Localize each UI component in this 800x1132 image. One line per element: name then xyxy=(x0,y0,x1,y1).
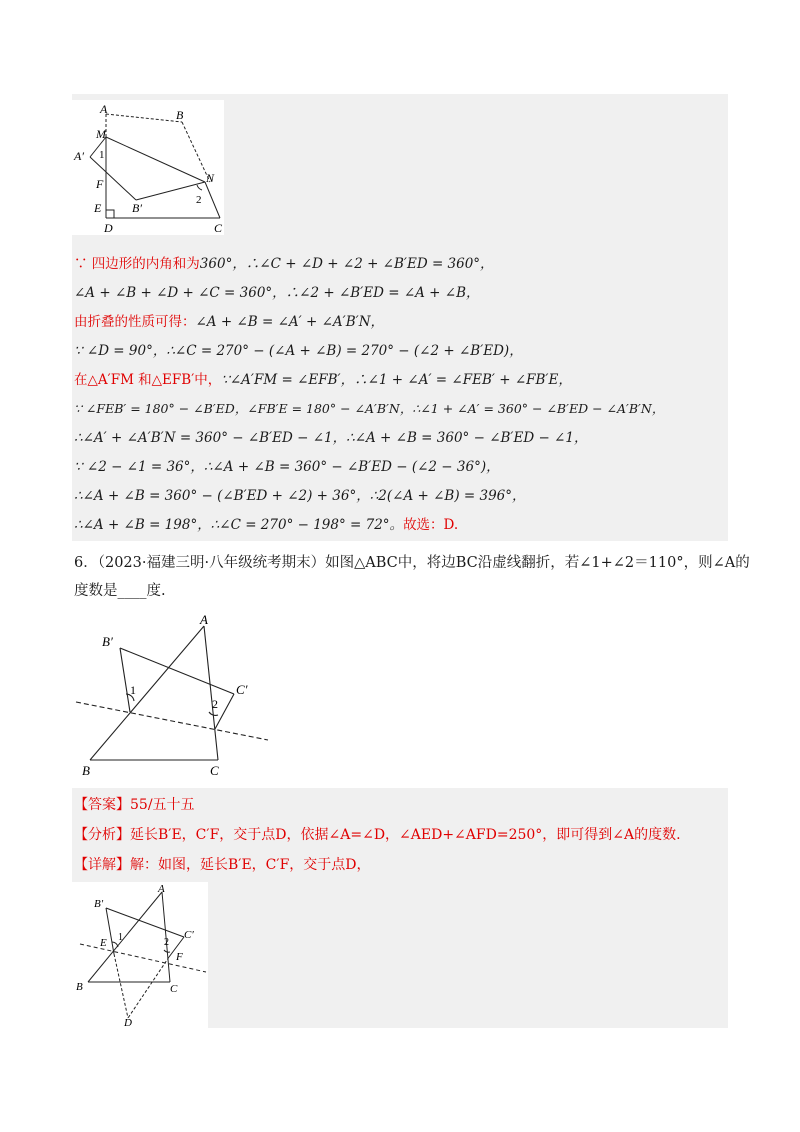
label-A: A xyxy=(100,102,108,116)
solution-line-3: 由折叠的性质可得：∠A + ∠B = ∠A′ + ∠A′B′N， xyxy=(74,314,385,330)
analysis-text: 延长B′E，C′F，交于点D，依据∠A=∠D，∠AED+∠AFD=250°，即可得到∠A的度数. xyxy=(130,827,681,843)
label-B: B xyxy=(76,981,83,993)
detail-tag: 【详解】 xyxy=(74,857,130,873)
label-A-prime: A′ xyxy=(74,149,84,163)
figure-triangle-fold xyxy=(74,612,274,782)
analysis-line xyxy=(74,826,681,844)
label-B: B xyxy=(82,763,90,778)
label-C: C xyxy=(170,983,178,995)
label-A: A xyxy=(158,883,165,895)
figure-extended-lines xyxy=(72,882,208,1028)
label-F: F xyxy=(176,951,183,963)
label-D: D xyxy=(124,1017,132,1028)
solution-line-2: ∠A + ∠B + ∠D + ∠C = 360°，∴∠2 + ∠B′ED = ∠A + ∠B， xyxy=(74,285,480,301)
solution-line-6: ∵ ∠FEB′ = 180° − ∠B′ED，∠FB′E = 180° − ∠A′B′N，∴∠1 + ∠A′ = 360° − ∠B′ED − ∠A′B′N， xyxy=(74,401,665,416)
label-C: C xyxy=(210,763,219,778)
question-6-line-2: 度数是____度. xyxy=(74,583,166,599)
label-angle-1: 1 xyxy=(99,149,105,161)
solution-line-10: ∴∠A + ∠B = 198°，∴∠C = 270° − 198° = 72°。故选：D. xyxy=(74,517,459,533)
detail-text: 解：如图，延长B′E，C′F，交于点D， xyxy=(130,857,371,873)
solution-line-4: ∵ ∠D = 90°，∴∠C = 270° − (∠A + ∠B) = 270° − (∠2 + ∠B′ED)， xyxy=(74,343,523,359)
label-C-prime: C′ xyxy=(184,929,194,941)
analysis-tag: 【分析】 xyxy=(74,827,130,843)
answer-line xyxy=(74,796,195,814)
label-angle-1: 1 xyxy=(130,683,136,697)
solution-line-8: ∵ ∠2 − ∠1 = 36°，∴∠A + ∠B = 360° − ∠B′ED − (∠2 − 36°)， xyxy=(74,459,500,475)
label-C: C xyxy=(214,221,223,235)
label-angle-2: 2 xyxy=(164,937,169,948)
solution-line-5: 在△A′FM 和△EFB′中，∵∠A′FM = ∠EFB′，∴∠1 + ∠A′ = ∠FEB′ + ∠FB′E， xyxy=(74,372,572,388)
label-M: M xyxy=(96,127,106,141)
solution-line-9: ∴∠A + ∠B = 360° − (∠B′ED + ∠2) + 36°，∴2(∠A + ∠B) = 396°， xyxy=(74,488,526,504)
label-E: E xyxy=(100,937,107,949)
label-angle-2: 2 xyxy=(196,194,202,206)
label-B-prime: B′ xyxy=(94,898,104,910)
solution-line-7: ∴∠A′ + ∠A′B′N = 360° − ∠B′ED − ∠1，∴∠A + ∠B = 360° − ∠B′ED − ∠1， xyxy=(74,430,588,446)
figure-quadrilateral-fold xyxy=(72,100,224,235)
detail-line xyxy=(74,856,371,874)
answer-tag: 【答案】 xyxy=(74,797,130,813)
question-6-line-1: 6．（2023·福建三明·八年级统考期末）如图△ABC中，将边BC沿虚线翻折，若∠1+∠2＝110°，则∠A的 xyxy=(74,555,750,571)
answer-text: 55/五十五 xyxy=(130,797,195,813)
label-E: E xyxy=(94,201,102,215)
label-B: B xyxy=(176,108,184,122)
label-N: N xyxy=(206,171,215,185)
label-angle-1: 1 xyxy=(118,932,123,943)
solution-line-1: ∵ 四边形的内角和为360°，∴∠C + ∠D + ∠2 + ∠B′ED = 360°， xyxy=(74,256,494,272)
label-D: D xyxy=(104,221,113,235)
label-B-prime: B′ xyxy=(132,201,142,215)
label-B-prime: B′ xyxy=(102,634,113,649)
label-angle-2: 2 xyxy=(212,697,218,711)
label-F: F xyxy=(96,177,104,191)
label-A: A xyxy=(200,612,208,627)
label-C-prime: C′ xyxy=(236,682,248,697)
